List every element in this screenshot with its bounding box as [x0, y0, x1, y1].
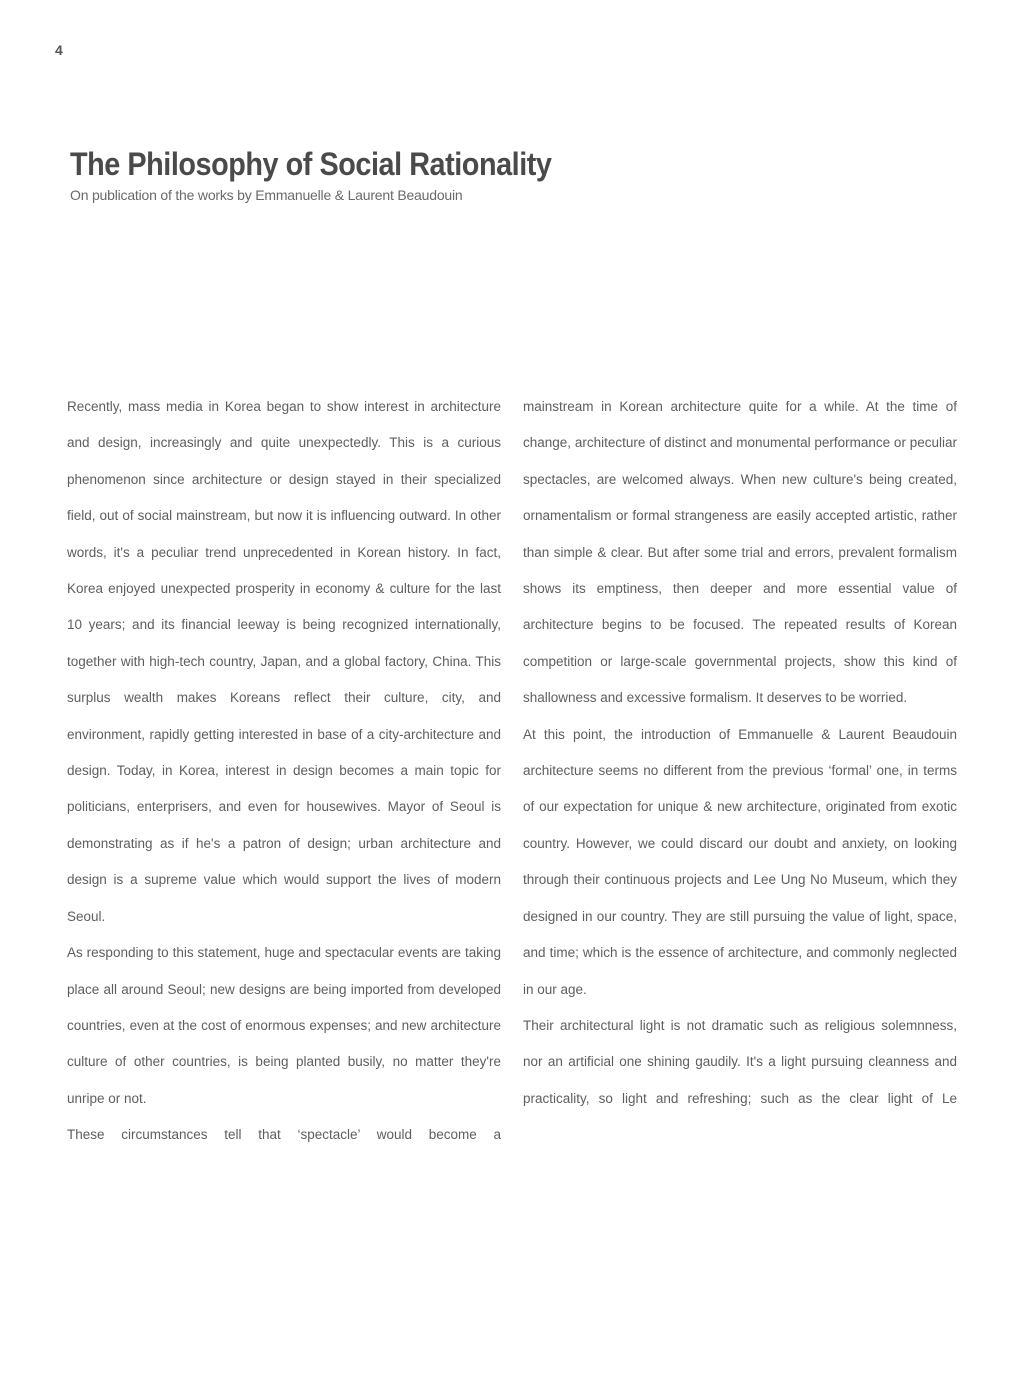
page-number: 4	[55, 42, 63, 58]
left-column	[67, 389, 501, 1154]
left-paragraph-2: As responding to this statement, huge and spectacular events are taking place all around Seoul; new designs are being imported from developed countries, even at the cost of enormous expenses; and new architecture culture of other countries, is being planted busily, no matter they're unripe or not.	[67, 945, 501, 1106]
left-paragraph-3: These circumstances tell that ‘spectacle’ would become a	[67, 1127, 501, 1143]
right-column	[523, 389, 957, 1154]
right-paragraph-3: Their architectural light is not dramatic such as religious solemnness, nor an artificial one shining gaudily. It's a light pursuing cleanness and practicality, so light and refreshing; such as the clear light of Le	[523, 1017, 957, 1106]
left-paragraph-1: Recently, mass media in Korea began to show interest in architecture and design, increasingly and quite unexpectedly. This is a curious phenomenon since architecture or design stayed in their specialized field, out of social mainstream, but now it is influencing outward. In other words, it's a peculiar trend unprecedented in Korean history. In fact, Korea enjoyed unexpected prosperity in economy & culture for the last 10 years; and its financial leeway is being recognized internationally, together with high-tech country, Japan, and a global factory, China. This surplus wealth makes Koreans reflect their culture, city, and environment, rapidly getting interested in base of a city-architecture and design. Today, in Korea, interest in design becomes a main topic for politicians, enterprisers, and even for housewives. Mayor of Seoul is demonstrating as if he's a patron of design; urban architecture and design is a supreme value which would support the lives of modern Seoul.	[67, 399, 501, 924]
article-title: The Philosophy of Social Rationality	[70, 146, 552, 182]
article-header	[70, 146, 770, 203]
article-subtitle: On publication of the works by Emmanuelle & Laurent Beaudouin	[70, 187, 463, 203]
right-paragraph-2: At this point, the introduction of Emmanuelle & Laurent Beaudouin architecture seems no different from the previous ‘formal’ one, in terms of our expectation for unique & new architecture, originated from exotic country. However, we could discard our doubt and anxiety, on looking through their continuous projects and Lee Ung No Museum, which they designed in our country. They are still pursuing the value of light, space, and time; which is the essence of architecture, and commonly neglected in our age.	[523, 726, 957, 997]
body-columns	[67, 389, 957, 1154]
right-paragraph-1: mainstream in Korean architecture quite for a while. At the time of change, architecture of distinct and monumental performance or peculiar spectacles, are welcomed always. When new culture's being created, ornamentalism or formal strangeness are easily accepted artistic, rather than simple & clear. But after some trial and errors, prevalent formalism shows its emptiness, then deeper and more essential value of architecture begins to be focused. The repeated results of Korean competition or large-scale governmental projects, show this kind of shallowness and excessive formalism. It deserves to be worried.	[523, 399, 957, 706]
